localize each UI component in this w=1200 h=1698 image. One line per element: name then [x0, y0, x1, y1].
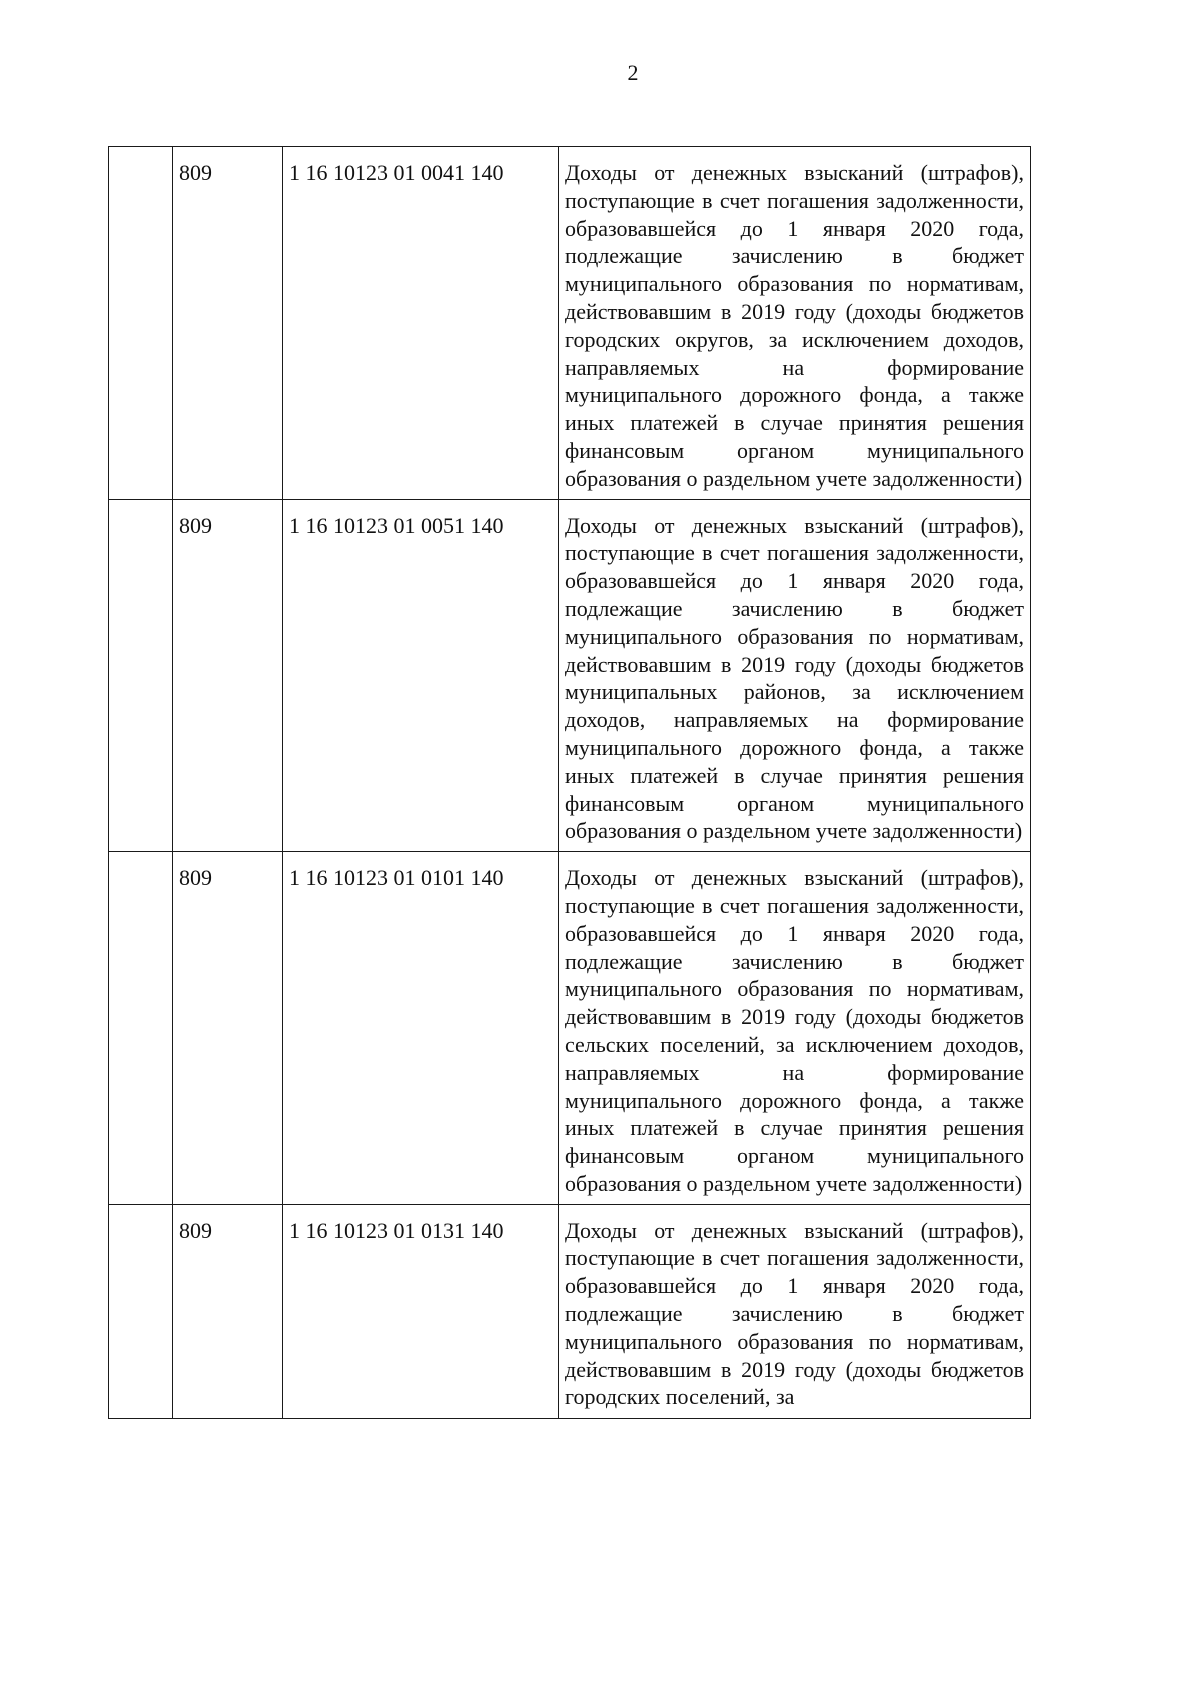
table-row: [109, 147, 1031, 500]
page-number: 2: [627, 60, 639, 85]
budget-classification-code: 1 16 10123 01 0131 140: [283, 1204, 559, 1418]
empty-cell: [109, 147, 173, 500]
admin-code: 809: [173, 1204, 283, 1418]
table-row: [109, 499, 1031, 852]
revenue-description: Доходы от денежных взысканий (штрафов), поступающие в счет погашения задолженности, образовавшейся до 1 января 2020 года, подлежащие зачислению в бюджет муниципального образования по нормативам, действовавшим в 2019 году (доходы бюджетов муниципальных районов, за исключением доходов, направляемых на формирование муниципального дорожного фонда, а также иных платежей в случае принятия решения финансовым органом муниципального образования о раздельном учете задолженности): [559, 499, 1031, 852]
revenue-description-truncated: [559, 1204, 1031, 1418]
budget-classification-code: 1 16 10123 01 0101 140: [283, 852, 559, 1205]
revenue-description: Доходы от денежных взысканий (штрафов), поступающие в счет погашения задолженности, образовавшейся до 1 января 2020 года, подлежащие зачислению в бюджет муниципального образования по нормативам, действовавшим в 2019 году (доходы бюджетов городских поселений, за: [565, 1217, 1024, 1410]
admin-code: 809: [173, 852, 283, 1205]
revenue-description: Доходы от денежных взысканий (штрафов), поступающие в счет погашения задолженности, образовавшейся до 1 января 2020 года, подлежащие зачислению в бюджет муниципального образования по нормативам, действовавшим в 2019 году (доходы бюджетов городских округов, за исключением доходов, направляемых на формирование муниципального дорожного фонда, а также иных платежей в случае принятия решения финансовым органом муниципального образования о раздельном учете задолженности): [559, 147, 1031, 500]
empty-cell: [109, 1204, 173, 1418]
admin-code: 809: [173, 147, 283, 500]
empty-cell: [109, 852, 173, 1205]
revenue-codes-table: [108, 146, 1031, 1419]
empty-cell: [109, 499, 173, 852]
admin-code: 809: [173, 499, 283, 852]
table-row: [109, 852, 1031, 1205]
table-row: [109, 1204, 1031, 1418]
revenue-description: Доходы от денежных взысканий (штрафов), поступающие в счет погашения задолженности, образовавшейся до 1 января 2020 года, подлежащие зачислению в бюджет муниципального образования по нормативам, действовавшим в 2019 году (доходы бюджетов сельских поселений, за исключением доходов, направляемых на формирование муниципального дорожного фонда, а также иных платежей в случае принятия решения финансовым органом муниципального образования о раздельном учете задолженности): [559, 852, 1031, 1205]
budget-classification-code: 1 16 10123 01 0051 140: [283, 499, 559, 852]
budget-classification-code: 1 16 10123 01 0041 140: [283, 147, 559, 500]
